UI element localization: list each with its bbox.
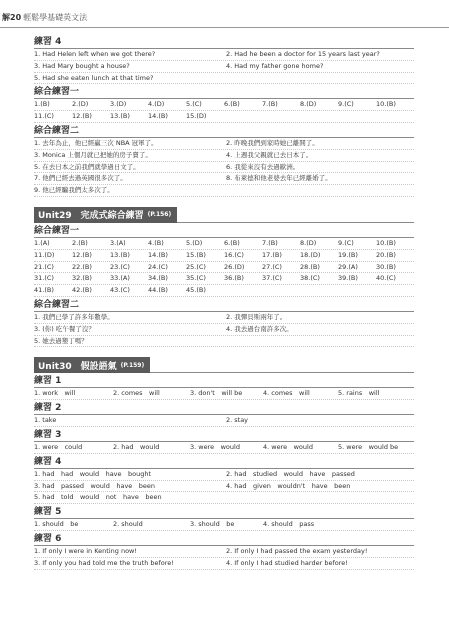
answer-item: 5. rains will — [338, 389, 380, 398]
answer-item: 10.(B) — [376, 238, 396, 247]
answer-item: 12.(B) — [72, 250, 92, 259]
answer-row — [34, 250, 414, 262]
answer-row — [34, 285, 414, 297]
answer-item: 2. 我彈貝斯兩年了。 — [226, 312, 287, 321]
answer-item: 3. were would — [190, 442, 240, 451]
answer-item: 2. had would — [113, 442, 160, 451]
answer-item: 3. don't will be — [190, 389, 243, 398]
exercise-heading: 練習 2 — [34, 402, 414, 415]
answer-item: 11.(D) — [34, 250, 55, 259]
answer-item: 2. stay — [226, 416, 249, 425]
answer-item: 36.(B) — [224, 274, 244, 283]
answer-item: 18.(D) — [300, 250, 321, 259]
answer-item: 1. If only I were in Kenting now! — [34, 546, 137, 555]
answer-item: 28.(B) — [300, 262, 320, 271]
answer-item: 6. 我從來沒有去過歐洲。 — [226, 162, 300, 171]
answer-row — [34, 492, 414, 504]
answer-row — [34, 558, 414, 570]
answer-item: 3. Monica 上個月就已把她的房子賣了。 — [34, 150, 152, 159]
book-title: 輕鬆學基礎英文法 — [23, 12, 88, 22]
answer-item: 17.(B) — [262, 250, 282, 259]
answer-item: 26.(D) — [224, 262, 245, 271]
answer-row — [34, 519, 414, 531]
answer-item: 1. Had Helen left when we got there? — [34, 50, 156, 58]
answer-item: 22.(B) — [72, 262, 92, 271]
answer-row — [34, 273, 414, 285]
answer-item: 5. were would be — [338, 442, 399, 451]
answer-item: 4. comes will — [263, 389, 310, 398]
answer-item: 8.(D) — [300, 238, 317, 247]
answer-item: 32.(B) — [72, 274, 92, 283]
answer-item: 24.(C) — [148, 262, 168, 271]
answer-item: 5. 在去日本之前我們就學過日文了。 — [34, 162, 140, 171]
answer-item: 4.(D) — [148, 100, 165, 109]
answer-row — [34, 49, 414, 61]
answer-item: 16.(C) — [224, 250, 244, 259]
answer-row — [34, 238, 414, 250]
answer-item: 40.(C) — [376, 274, 396, 283]
answer-item: 5. had told would not have been — [34, 493, 162, 502]
answer-item: 38.(C) — [300, 274, 320, 283]
answer-row — [34, 442, 414, 454]
answer-item: 5.(D) — [186, 238, 203, 247]
answer-item: 27.(C) — [262, 262, 282, 271]
answer-item: 41.(B) — [34, 286, 54, 295]
exercise-heading: 綜合練習一 — [34, 86, 414, 99]
answer-item: 1.(A) — [34, 238, 50, 247]
answer-item: 20.(B) — [376, 250, 396, 259]
answer-row — [34, 185, 414, 197]
answer-item: 44.(B) — [148, 286, 168, 295]
answer-row — [34, 173, 414, 185]
answer-item: 2. If only I had passed the exam yesterday! — [226, 546, 368, 555]
exercise-heading: 練習 6 — [34, 533, 414, 546]
answer-item: 3. (你) 吃午餐了沒？ — [34, 324, 95, 333]
answer-item: 1. 我們已學了許多年數學。 — [34, 312, 114, 321]
answer-item: 1. should be — [34, 520, 79, 529]
exercise-heading: 綜合練習一 — [34, 225, 414, 238]
exercise-heading: 綜合練習二 — [34, 299, 414, 312]
answer-key-content — [34, 34, 414, 570]
answer-item: 21.(C) — [34, 262, 54, 271]
answer-row — [34, 138, 414, 150]
answer-item: 6.(B) — [224, 100, 240, 109]
answer-item: 2. comes will — [113, 389, 160, 398]
answer-row — [34, 111, 414, 123]
answer-row — [34, 73, 414, 85]
answer-item: 5. Had she eaten lunch at that time? — [34, 73, 154, 82]
unit-page-ref: (P.156) — [147, 211, 172, 219]
answer-item: 2. had studied would have passed — [226, 469, 355, 478]
answer-item: 4. should pass — [263, 520, 315, 529]
unit-title-bar — [34, 207, 177, 223]
answer-row — [34, 61, 414, 73]
unit-title: Unit30 假設語氣 — [38, 361, 117, 372]
answer-item: 39.(B) — [338, 274, 358, 283]
answer-row — [34, 312, 414, 324]
answer-item: 34.(B) — [148, 274, 168, 283]
answer-item: 29.(A) — [338, 262, 358, 271]
answer-item: 4. were would — [263, 442, 313, 451]
answer-item: 15.(D) — [186, 112, 207, 121]
answer-row — [34, 336, 414, 348]
unit-heading — [34, 207, 414, 223]
answer-item: 2. should — [113, 520, 143, 529]
answer-item: 4.(B) — [148, 238, 164, 247]
answer-item: 11.(C) — [34, 112, 54, 121]
answer-item: 7.(B) — [262, 100, 278, 109]
answer-row — [34, 99, 414, 111]
answer-item: 43.(C) — [110, 286, 130, 295]
answer-item: 6.(B) — [224, 238, 240, 247]
answer-item: 9. 他已經騙我們太多次了。 — [34, 186, 114, 195]
answer-item: 19.(B) — [338, 250, 358, 259]
answer-item: 4. Had my father gone home? — [226, 61, 324, 70]
answer-item: 42.(B) — [72, 286, 92, 295]
answer-item: 15.(B) — [186, 250, 206, 259]
answer-item: 3. had passed would have been — [34, 481, 156, 490]
answer-item: 37.(C) — [262, 274, 282, 283]
answer-item: 8. 布萊德和他老婆去年已經離婚了。 — [226, 174, 332, 183]
answer-item: 14.(B) — [148, 250, 168, 259]
answer-item: 7. 他們已經去過英國很多次了。 — [34, 174, 127, 183]
unit-rule — [177, 207, 414, 223]
answer-item: 3. Had Mary bought a house? — [34, 61, 130, 70]
answer-item: 5. 她去過墾丁嗎？ — [34, 336, 88, 345]
answer-item: 1. take — [34, 416, 57, 425]
answer-item: 4. 上週我父親就已去日本了。 — [226, 150, 313, 159]
answer-item: 1.(B) — [34, 100, 50, 109]
answer-item: 9.(C) — [338, 100, 354, 109]
exercise-heading: 練習 5 — [34, 506, 414, 519]
answer-item: 3.(D) — [110, 100, 127, 109]
answer-row — [34, 415, 414, 427]
exercise-heading: 練習 1 — [34, 375, 414, 388]
answer-item: 25.(C) — [186, 262, 206, 271]
answer-item: 4. 我去過台南許多次。 — [226, 324, 293, 333]
answer-item: 14.(B) — [148, 112, 168, 121]
page-header — [0, 10, 87, 24]
answer-item: 12.(B) — [72, 112, 92, 121]
exercise-heading: 練習 4 — [34, 456, 414, 469]
exercise-heading: 練習 3 — [34, 429, 414, 442]
unit-title: Unit29 完成式綜合練習 — [38, 211, 144, 222]
answer-row — [34, 262, 414, 274]
answer-item: 1. were could — [34, 442, 83, 451]
answer-item: 2. Had he been a doctor for 15 years last year? — [226, 50, 380, 58]
answer-item: 9.(C) — [338, 238, 354, 247]
answer-item: 23.(C) — [110, 262, 130, 271]
answer-item: 3. should be — [190, 520, 235, 529]
unit-rule — [150, 357, 414, 373]
answer-item: 7.(B) — [262, 238, 278, 247]
exercise-heading: 綜合練習二 — [34, 125, 414, 138]
answer-row — [34, 388, 414, 400]
answer-item: 2.(B) — [72, 238, 88, 247]
answer-item: 13.(B) — [110, 250, 130, 259]
answer-item: 13.(B) — [110, 112, 130, 121]
answer-item: 3. If only you had told me the truth before! — [34, 558, 174, 567]
answer-item: 4. If only I had studied harder before! — [226, 558, 348, 567]
answer-item: 3.(A) — [110, 238, 126, 247]
answer-item: 33.(A) — [110, 274, 130, 283]
answer-item: 5.(C) — [186, 100, 202, 109]
unit-page-ref: (P.159) — [120, 361, 145, 369]
answer-item: 31.(C) — [34, 274, 54, 283]
page-number: 解20 — [2, 12, 22, 22]
answer-item: 1. work will — [34, 389, 76, 398]
answer-item: 2. 昨晚我們到家時她已離開了。 — [226, 138, 319, 147]
answer-item: 45.(B) — [186, 286, 206, 295]
answer-item: 2.(D) — [72, 100, 89, 109]
answer-row — [34, 469, 414, 481]
exercise-heading: 練習 4 — [34, 36, 414, 49]
answer-item: 30.(B) — [376, 262, 396, 271]
answer-item: 4. had given wouldn't have been — [226, 481, 351, 490]
answer-row — [34, 162, 414, 174]
answer-item: 1. 去年為止，他已經贏三次 NBA 冠軍了。 — [34, 138, 158, 147]
answer-row — [34, 324, 414, 336]
answer-item: 10.(B) — [376, 100, 396, 109]
header-divider — [0, 27, 449, 28]
answer-item: 35.(C) — [186, 274, 206, 283]
answer-item: 8.(D) — [300, 100, 317, 109]
answer-item: 1. had had would have bought — [34, 469, 152, 478]
answer-row — [34, 546, 414, 558]
unit-heading — [34, 357, 414, 373]
answer-row — [34, 150, 414, 162]
unit-title-bar — [34, 357, 150, 373]
answer-row — [34, 481, 414, 493]
